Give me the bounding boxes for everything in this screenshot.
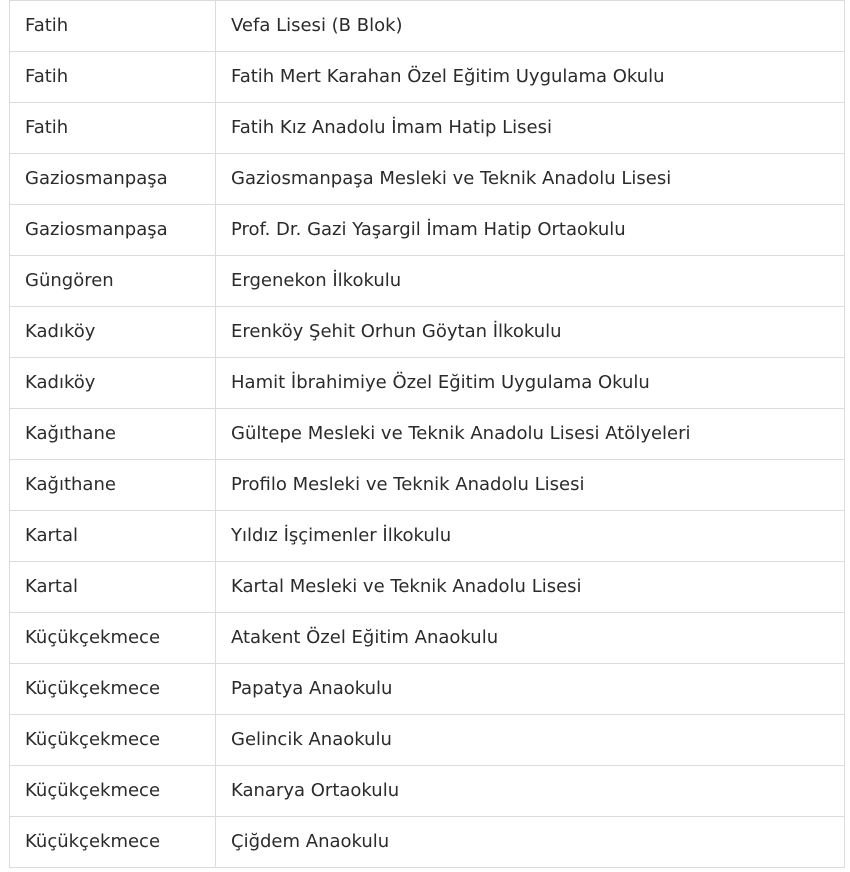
school-cell: Kanarya Ortaokulu <box>216 766 845 817</box>
district-cell: Kağıthane <box>10 460 216 511</box>
table-row <box>10 511 845 562</box>
district-cell: Küçükçekmece <box>10 715 216 766</box>
table-row <box>10 715 845 766</box>
table-row <box>10 409 845 460</box>
school-cell: Gelincik Anaokulu <box>216 715 845 766</box>
school-cell: Ergenekon İlkokulu <box>216 256 845 307</box>
district-cell: Güngören <box>10 256 216 307</box>
school-cell: Çiğdem Anaokulu <box>216 817 845 868</box>
district-cell: Küçükçekmece <box>10 664 216 715</box>
table-row <box>10 154 845 205</box>
school-cell: Profilo Mesleki ve Teknik Anadolu Lisesi <box>216 460 845 511</box>
school-cell: Fatih Kız Anadolu İmam Hatip Lisesi <box>216 103 845 154</box>
school-cell: Kartal Mesleki ve Teknik Anadolu Lisesi <box>216 562 845 613</box>
table-row <box>10 1 845 52</box>
district-cell: Kartal <box>10 511 216 562</box>
school-cell: Yıldız İşçimenler İlkokulu <box>216 511 845 562</box>
district-cell: Kağıthane <box>10 409 216 460</box>
school-cell: Papatya Anaokulu <box>216 664 845 715</box>
table-row <box>10 358 845 409</box>
district-cell: Küçükçekmece <box>10 766 216 817</box>
table-row <box>10 256 845 307</box>
school-cell: Gaziosmanpaşa Mesleki ve Teknik Anadolu Lisesi <box>216 154 845 205</box>
table-row <box>10 664 845 715</box>
district-cell: Fatih <box>10 103 216 154</box>
table-row <box>10 817 845 868</box>
district-cell: Fatih <box>10 52 216 103</box>
district-cell: Küçükçekmece <box>10 613 216 664</box>
table-row <box>10 460 845 511</box>
district-cell: Gaziosmanpaşa <box>10 154 216 205</box>
school-cell: Vefa Lisesi (B Blok) <box>216 1 845 52</box>
schools-table-container <box>9 0 844 868</box>
school-cell: Fatih Mert Karahan Özel Eğitim Uygulama Okulu <box>216 52 845 103</box>
table-row <box>10 205 845 256</box>
table-row <box>10 103 845 154</box>
table-row <box>10 52 845 103</box>
district-cell: Kadıköy <box>10 358 216 409</box>
school-cell: Atakent Özel Eğitim Anaokulu <box>216 613 845 664</box>
school-cell: Prof. Dr. Gazi Yaşargil İmam Hatip Ortaokulu <box>216 205 845 256</box>
school-cell: Gültepe Mesleki ve Teknik Anadolu Lisesi Atölyeleri <box>216 409 845 460</box>
district-cell: Küçükçekmece <box>10 817 216 868</box>
table-row <box>10 307 845 358</box>
school-cell: Erenköy Şehit Orhun Göytan İlkokulu <box>216 307 845 358</box>
schools-table <box>9 0 845 868</box>
table-row <box>10 766 845 817</box>
district-cell: Fatih <box>10 1 216 52</box>
district-cell: Kartal <box>10 562 216 613</box>
schools-table-body <box>10 1 845 868</box>
school-cell: Hamit İbrahimiye Özel Eğitim Uygulama Okulu <box>216 358 845 409</box>
table-row <box>10 562 845 613</box>
district-cell: Kadıköy <box>10 307 216 358</box>
district-cell: Gaziosmanpaşa <box>10 205 216 256</box>
table-row <box>10 613 845 664</box>
